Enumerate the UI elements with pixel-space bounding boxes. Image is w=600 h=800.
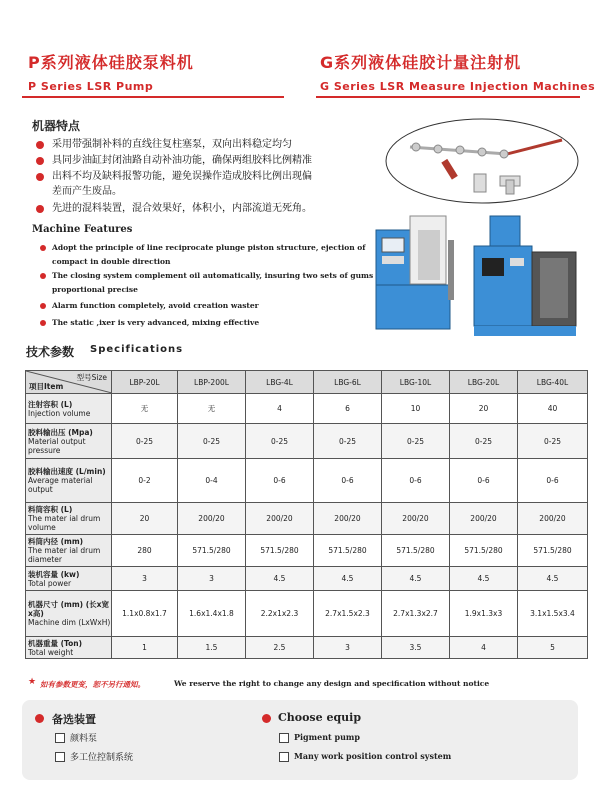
table-cell: 200/20: [450, 503, 518, 535]
bullet-icon: [262, 714, 271, 723]
static-mixer-image: [382, 114, 582, 208]
table-cell: 20: [112, 503, 178, 535]
table-cell: 无: [112, 394, 178, 424]
table-cell: 0-2: [112, 459, 178, 503]
table-cell: 0-25: [314, 424, 382, 459]
header-divider-right: [316, 96, 580, 98]
table-cell: 3: [314, 637, 382, 659]
options-heading-en: Choose equip: [278, 711, 362, 724]
table-cell: 4.5: [382, 567, 450, 591]
model-header: LBG-6L: [314, 371, 382, 394]
machine-p-series-image: [372, 210, 462, 340]
machine-g-series-image: [470, 212, 585, 342]
table-row: [26, 637, 588, 659]
table-cell: 2.7x1.3x2.7: [382, 591, 450, 637]
table-cell: 200/20: [518, 503, 588, 535]
table-cell: 2.7x1.5x2.3: [314, 591, 382, 637]
table-cell: 0-25: [246, 424, 314, 459]
table-cell: 1.1x0.8x1.7: [112, 591, 178, 637]
header-divider-left: [22, 96, 284, 98]
feature-en-1-cont: compact in double direction: [52, 257, 171, 266]
feature-en-3: Alarm function completely, avoid creation waster: [52, 301, 259, 310]
feature-en-2: The closing system complement oil automatically, insuring two sets of gums: [52, 271, 374, 280]
table-cell: 4: [450, 637, 518, 659]
feature-en-1: Adopt the principle of line reciprocate plunge piston structure, ejection of: [52, 243, 366, 252]
checkbox-multi-station-en[interactable]: [279, 752, 289, 762]
table-row: [26, 591, 588, 637]
features-cn-heading: 机器特点: [32, 119, 81, 133]
table-cell: 1.9x1.3x3: [450, 591, 518, 637]
bullet-icon: [35, 714, 44, 723]
table-cell: 1: [112, 637, 178, 659]
table-row: [26, 535, 588, 567]
table-cell: 0-6: [314, 459, 382, 503]
table-row: [26, 424, 588, 459]
table-row: [26, 503, 588, 535]
table-cell: 1.6x1.4x1.8: [178, 591, 246, 637]
checkbox-pigment-pump-cn[interactable]: [55, 733, 65, 743]
row-label: 机器尺寸 (mm) (长x宽x高) Machine dim (LxWxH): [26, 591, 112, 637]
table-cell: 200/20: [246, 503, 314, 535]
checkbox-multi-station-cn[interactable]: [55, 752, 65, 762]
table-cell: 0-6: [382, 459, 450, 503]
bullet-icon: [36, 141, 44, 149]
feature-cn-2: 具同步油缸封闭油路自动补油功能，确保两组胶料比例精准: [52, 155, 312, 166]
model-header: LBG-10L: [382, 371, 450, 394]
table-cell: 0-25: [178, 424, 246, 459]
spec-table: [25, 370, 588, 659]
right-title-cn: G系列液体硅胶计量注射机: [320, 53, 522, 72]
table-cell: 3.1x1.5x3.4: [518, 591, 588, 637]
bullet-icon: [36, 157, 44, 165]
bullet-icon: [40, 303, 46, 309]
table-cell: 280: [112, 535, 178, 567]
table-cell: 3: [178, 567, 246, 591]
table-cell: 4: [246, 394, 314, 424]
table-cell: 571.5/280: [246, 535, 314, 567]
table-cell: 0-6: [518, 459, 588, 503]
features-en-heading: Machine Features: [32, 224, 133, 235]
table-cell: 571.5/280: [518, 535, 588, 567]
table-cell: 0-25: [112, 424, 178, 459]
star-icon: ★: [28, 677, 37, 687]
feature-cn-4: 先进的混料装置，混合效果好，体积小，内部流道无死角。: [52, 203, 312, 214]
row-label: 注射容积 (L) Injection volume: [26, 394, 112, 424]
table-cell: 0-6: [450, 459, 518, 503]
option-en-2: Many work position control system: [294, 751, 452, 761]
model-header: LBG-40L: [518, 371, 588, 394]
row-label: 料筒容积 (L) The mater ial drum volume: [26, 503, 112, 535]
row-label: 装机容量 (kw) Total power: [26, 567, 112, 591]
table-cell: 571.5/280: [382, 535, 450, 567]
model-header: LBP-20L: [112, 371, 178, 394]
table-cell: 3: [112, 567, 178, 591]
model-header: LBG-20L: [450, 371, 518, 394]
row-label: 料筒内径 (mm) The mater ial drum diameter: [26, 535, 112, 567]
table-cell: 0-4: [178, 459, 246, 503]
table-cell: 20: [450, 394, 518, 424]
feature-en-4: The static ,ixer is very advanced, mixing effective: [52, 318, 260, 327]
table-cell: 571.5/280: [314, 535, 382, 567]
table-cell: 40: [518, 394, 588, 424]
table-corner: [26, 371, 112, 394]
table-row: [26, 459, 588, 503]
feature-cn-1: 采用带强制补料的直线往复柱塞泵，双向出料稳定均匀: [52, 139, 292, 150]
table-cell: 无: [178, 394, 246, 424]
left-title-cn: P系列液体硅胶泵料机: [28, 53, 194, 72]
option-en-1: Pigment pump: [294, 732, 360, 742]
table-cell: 4.5: [450, 567, 518, 591]
bullet-icon: [40, 320, 46, 326]
table-cell: 0-25: [518, 424, 588, 459]
table-row: [26, 567, 588, 591]
table-cell: 6: [314, 394, 382, 424]
table-cell: 1.5: [178, 637, 246, 659]
option-cn-2: 多工位控制系统: [70, 753, 134, 763]
table-cell: 4.5: [314, 567, 382, 591]
row-label: 胶料输出速度 (L/min) Average material output: [26, 459, 112, 503]
table-cell: 0-25: [450, 424, 518, 459]
row-label: 胶料输出压 (Mpa) Material output pressure: [26, 424, 112, 459]
table-cell: 0-6: [246, 459, 314, 503]
table-header-row: [26, 371, 588, 394]
footnote-cn: 如有参数更变，恕不另行通知。: [40, 680, 145, 689]
table-cell: 10: [382, 394, 450, 424]
table-cell: 200/20: [178, 503, 246, 535]
table-cell: 4.5: [518, 567, 588, 591]
table-cell: 2.5: [246, 637, 314, 659]
left-title-en: P Series LSR Pump: [28, 80, 154, 93]
row-label: 机器重量 (Ton) Total weight: [26, 637, 112, 659]
options-heading-cn: 备选装置: [52, 713, 96, 726]
specs-heading-en: Specifications: [90, 344, 184, 355]
bullet-icon: [40, 245, 46, 251]
bullet-icon: [40, 273, 46, 279]
feature-cn-3: 出料不均及缺料报警功能，避免误操作造成胶料比例出现偏: [52, 171, 312, 182]
table-row: [26, 394, 588, 424]
specs-heading-cn: 技术参数: [26, 345, 75, 359]
bullet-icon: [36, 205, 44, 213]
table-cell: 3.5: [382, 637, 450, 659]
bullet-icon: [36, 173, 44, 181]
table-cell: 4.5: [246, 567, 314, 591]
footnote-en: We reserve the right to change any design and specification without notice: [174, 679, 490, 688]
table-cell: 200/20: [314, 503, 382, 535]
table-cell: 0-25: [382, 424, 450, 459]
table-cell: 571.5/280: [450, 535, 518, 567]
right-title-en: G Series LSR Measure Injection Machines: [320, 80, 596, 93]
table-cell: 5: [518, 637, 588, 659]
corner-item-label: 项目Item: [29, 382, 64, 391]
option-cn-1: 颜料泵: [70, 734, 98, 744]
table-cell: 571.5/280: [178, 535, 246, 567]
corner-size-label: 型号Size: [76, 373, 107, 382]
feature-cn-3-cont: 差而产生废品。: [52, 186, 122, 197]
model-header: LBG-4L: [246, 371, 314, 394]
feature-en-2-cont: proportional precise: [52, 285, 138, 294]
table-cell: 200/20: [382, 503, 450, 535]
model-header: LBP-200L: [178, 371, 246, 394]
checkbox-pigment-pump-en[interactable]: [279, 733, 289, 743]
table-cell: 2.2x1x2.3: [246, 591, 314, 637]
